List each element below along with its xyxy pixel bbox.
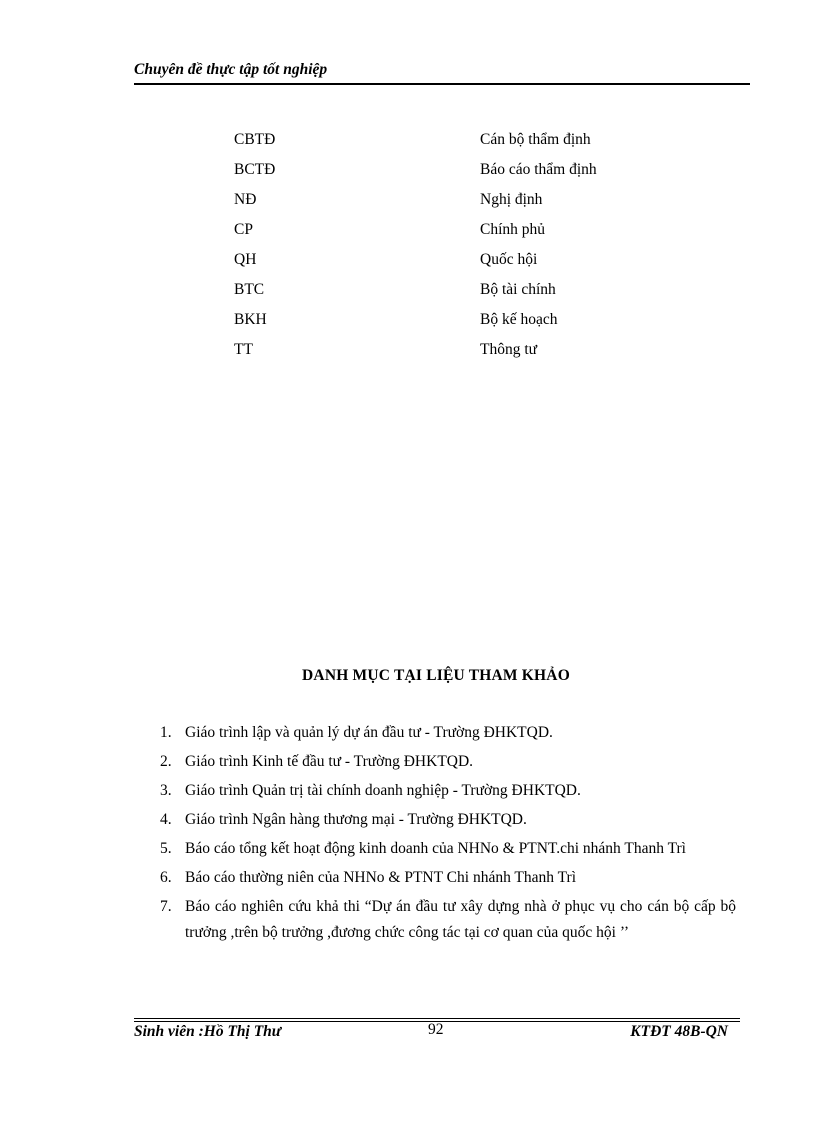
page-footer xyxy=(134,1023,740,1045)
abbreviation-meaning: Bộ kế hoạch xyxy=(480,311,558,328)
references-list xyxy=(160,720,736,949)
abbreviation-row xyxy=(234,131,654,161)
page-header xyxy=(134,61,750,85)
abbreviation-code: BTC xyxy=(234,281,265,298)
abbreviation-row xyxy=(234,161,654,191)
reference-text: Giáo trình Kinh tế đầu tư - Trường ĐHKTQD. xyxy=(185,753,474,770)
reference-text: Báo cáo thường niên của NHNo & PTNT Chi nhánh Thanh Trì xyxy=(185,869,577,886)
abbreviation-row xyxy=(234,191,654,221)
abbreviation-meaning: Báo cáo thẩm định xyxy=(480,161,597,178)
abbreviation-row xyxy=(234,251,654,281)
abbreviation-list xyxy=(234,131,654,371)
reference-number: 3. xyxy=(160,782,172,799)
abbreviation-code: BCTĐ xyxy=(234,161,276,178)
abbreviation-row xyxy=(234,281,654,311)
abbreviation-meaning: Cán bộ thẩm định xyxy=(480,131,591,148)
reference-text: Báo cáo nghiên cứu khả thi “Dự án đầu tư xây dựng nhà ở phục vụ cho cán bộ cấp bộ trưởng ,trên bộ trưởng ,đương chức công tác tại cơ quan của quốc hội ’’ xyxy=(185,898,736,941)
abbreviation-code: BKH xyxy=(234,311,267,328)
reference-item xyxy=(160,720,736,746)
reference-text: Giáo trình Ngân hàng thương mại - Trường ĐHKTQD. xyxy=(185,811,527,828)
reference-item xyxy=(160,894,736,946)
reference-number: 7. xyxy=(160,898,172,915)
abbreviation-row xyxy=(234,221,654,251)
reference-number: 1. xyxy=(160,724,172,741)
reference-number: 2. xyxy=(160,753,172,770)
reference-item xyxy=(160,778,736,804)
reference-number: 4. xyxy=(160,811,172,828)
reference-text: Báo cáo tổng kết hoạt động kinh doanh của NHNo & PTNT.chi nhánh Thanh Trì xyxy=(185,840,686,857)
abbreviation-meaning: Bộ tài chính xyxy=(480,281,556,298)
footer-class-code: KTĐT 48B-QN xyxy=(630,1023,728,1040)
abbreviation-code: TT xyxy=(234,341,253,358)
header-title: Chuyên đề thực tập tốt nghiệp xyxy=(134,61,328,78)
reference-text: Giáo trình Quản trị tài chính doanh nghiệp - Trường ĐHKTQD. xyxy=(185,782,581,799)
references-title: DANH MỤC TẠI LIỆU THAM KHẢO xyxy=(302,667,570,684)
reference-item xyxy=(160,836,736,862)
footer-student-name: Sinh viên :Hồ Thị Thư xyxy=(134,1023,282,1040)
abbreviation-meaning: Chính phủ xyxy=(480,221,546,238)
reference-text: Giáo trình lập và quản lý dự án đầu tư - Trường ĐHKTQD. xyxy=(185,724,553,741)
abbreviation-code: CBTĐ xyxy=(234,131,276,148)
abbreviation-code: CP xyxy=(234,221,253,238)
reference-item xyxy=(160,749,736,775)
reference-item xyxy=(160,807,736,833)
abbreviation-meaning: Nghị định xyxy=(480,191,543,208)
abbreviation-code: NĐ xyxy=(234,191,257,208)
abbreviation-row xyxy=(234,311,654,341)
reference-item xyxy=(160,865,736,891)
reference-number: 5. xyxy=(160,840,172,857)
abbreviation-meaning: Thông tư xyxy=(480,341,538,358)
footer-rule xyxy=(134,1018,740,1019)
abbreviation-row xyxy=(234,341,654,371)
abbreviation-code: QH xyxy=(234,251,257,268)
page-number: 92 xyxy=(428,1021,444,1038)
abbreviation-meaning: Quốc hội xyxy=(480,251,538,268)
reference-number: 6. xyxy=(160,869,172,886)
